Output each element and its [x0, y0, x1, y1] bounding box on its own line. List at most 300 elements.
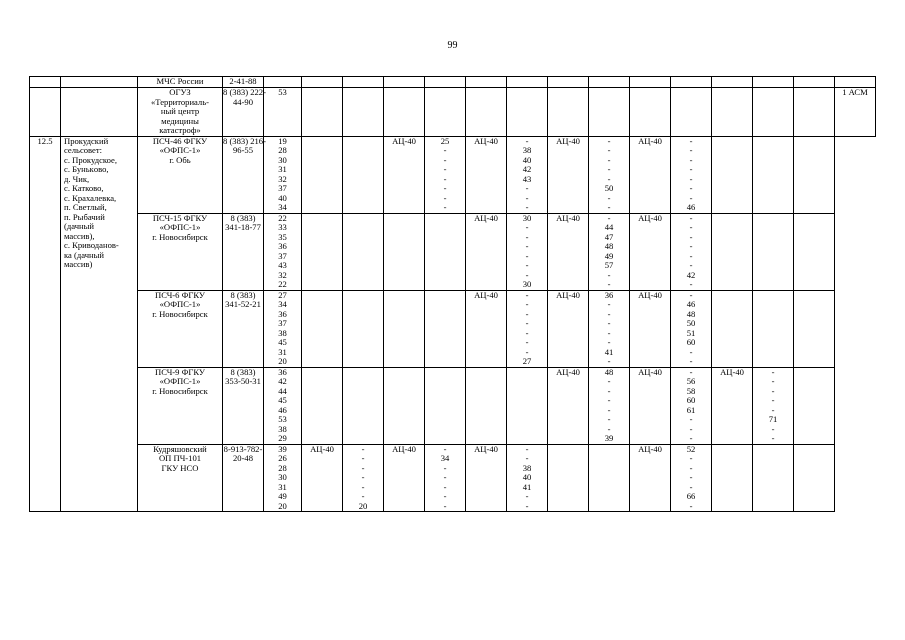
data-cell — [794, 77, 835, 88]
data-cell-line: - — [689, 462, 693, 473]
unit-name-line: ПСЧ-15 ФГКУ — [152, 212, 208, 223]
unit-name-line: ПСЧ-46 ФГКУ — [152, 135, 208, 146]
table-row — [30, 444, 876, 512]
table-row — [30, 367, 876, 444]
data-cell-line: 36 — [604, 289, 614, 300]
unit-name-line: Кудряшовский — [153, 443, 207, 454]
distance-cell-line: 45 — [278, 395, 287, 405]
unit-name-line: МЧС России — [156, 76, 204, 86]
data-cell — [753, 444, 794, 512]
unit-phone — [223, 136, 264, 213]
data-cell — [548, 136, 589, 213]
data-cell — [671, 88, 712, 137]
unit-phone-line: 2-41-88 — [229, 76, 257, 86]
data-cell-line: - — [607, 173, 611, 184]
distance-cell-line: 37 — [278, 318, 287, 328]
settlement-list-line: п. Светлый, — [64, 202, 107, 212]
data-cell-line: 61 — [686, 404, 696, 415]
data-cell-line: - — [607, 299, 611, 309]
data-cell-line: АЦ-40 — [638, 366, 662, 377]
settlement-list-line: массив) — [64, 259, 93, 269]
distance-cell-line: 31 — [278, 346, 287, 357]
data-cell-line: АЦ-40 — [392, 443, 416, 454]
data-cell-line: - — [361, 462, 365, 473]
data-cell-line: АЦ-40 — [638, 212, 662, 223]
data-cell — [507, 290, 548, 367]
data-cell-line: - — [525, 299, 529, 309]
data-cell-line: 46 — [686, 202, 696, 212]
unit-name-line: ОП ПЧ-101 — [158, 453, 202, 463]
unit-phone-line: 341-18-77 — [225, 222, 261, 232]
data-cell — [794, 88, 835, 137]
data-cell — [548, 88, 589, 137]
data-cell-line: АЦ-40 — [474, 135, 498, 146]
data-cell-line: - — [443, 443, 447, 454]
data-cell-line: 49 — [604, 250, 614, 261]
data-cell-line: - — [443, 183, 447, 193]
unit-phone-line: 8 (383) — [230, 366, 256, 377]
unit-name — [138, 77, 223, 88]
data-cell — [548, 290, 589, 367]
data-cell — [384, 77, 425, 88]
data-cell — [507, 367, 548, 444]
settlement-list-line: с. Катково, — [64, 183, 104, 193]
data-cell-line: - — [525, 222, 529, 232]
data-cell — [343, 213, 384, 290]
data-cell-line: 48 — [686, 308, 696, 319]
data-cell-line: - — [689, 231, 693, 242]
data-cell — [343, 88, 384, 137]
distance-cell — [264, 88, 302, 137]
data-cell — [589, 77, 630, 88]
unit-name — [138, 88, 223, 137]
data-cell-line: АЦ-40 — [310, 443, 334, 454]
data-cell-line: 50 — [604, 183, 614, 193]
unit-phone-line: 96-55 — [232, 145, 254, 155]
data-cell-line: АЦ-40 — [638, 135, 662, 146]
unit-phone-line: 8-913-782- — [223, 443, 263, 454]
data-cell-line: 40 — [522, 154, 532, 165]
unit-name-line: г. Новосибирск — [152, 231, 208, 242]
distance-cell — [264, 444, 302, 512]
data-cell-line: 47 — [604, 231, 614, 242]
data-cell-line: - — [771, 395, 775, 405]
distance-cell-line: 30 — [278, 472, 287, 482]
distance-cell-line: 45 — [278, 337, 287, 347]
data-cell-line: - — [525, 260, 529, 270]
data-cell-line: 48 — [604, 366, 614, 377]
data-cell-line: - — [689, 135, 693, 146]
data-cell-line: 57 — [604, 260, 614, 270]
data-cell-line: - — [689, 423, 693, 434]
data-cell-line: - — [443, 192, 447, 203]
data-cell — [343, 77, 384, 88]
data-cell — [753, 290, 794, 367]
number-cell — [30, 77, 61, 88]
data-cell — [302, 77, 343, 88]
data-cell-line: - — [525, 269, 529, 280]
distance-cell — [264, 367, 302, 444]
data-cell-line: - — [607, 423, 611, 434]
unit-name-line: г. Обь — [169, 154, 191, 165]
data-cell-line: АЦ-40 — [556, 366, 580, 377]
data-cell — [507, 136, 548, 213]
data-cell — [384, 136, 425, 213]
data-cell-line: 25 — [440, 135, 450, 146]
data-cell — [302, 88, 343, 137]
data-cell-line: 42 — [522, 164, 532, 174]
distance-cell-line: 27 — [278, 289, 287, 300]
data-cell-line: - — [443, 202, 447, 212]
data-cell-line: - — [607, 376, 611, 386]
data-cell — [712, 444, 753, 512]
data-cell — [671, 136, 712, 213]
data-cell-line: - — [525, 135, 529, 146]
data-cell-line: - — [607, 164, 611, 174]
data-cell — [712, 290, 753, 367]
data-cell — [425, 213, 466, 290]
data-cell-line: - — [689, 154, 693, 165]
distance-cell-line: 29 — [278, 433, 287, 443]
data-cell — [671, 367, 712, 444]
data-cell — [712, 88, 753, 137]
data-cell-line: - — [689, 453, 693, 463]
settlement-list-line: д. Чик, — [64, 173, 90, 184]
data-cell-line: - — [443, 491, 447, 501]
data-cell-line: - — [689, 356, 693, 366]
data-cell — [794, 290, 835, 367]
data-cell-line: 58 — [686, 385, 696, 396]
settlement-list-line: (дачный — [64, 221, 94, 231]
unit-name — [138, 136, 223, 213]
data-cell — [466, 290, 507, 367]
data-cell-line: АЦ-40 — [556, 135, 580, 146]
data-cell-line: - — [689, 241, 693, 251]
distance-cell-line: 20 — [278, 500, 287, 511]
data-cell-line: - — [771, 433, 775, 443]
data-cell-line: 39 — [604, 433, 614, 443]
distance-cell-line: 38 — [278, 327, 287, 338]
data-cell — [671, 444, 712, 512]
data-cell — [343, 136, 384, 213]
unit-name — [138, 367, 223, 444]
unit-name-line: ПСЧ-6 ФГКУ — [154, 289, 206, 300]
unit-name-line: ГКУ НСО — [161, 462, 199, 473]
data-cell-line: - — [607, 318, 611, 328]
unit-name-line: «ОФПС-1» — [159, 222, 201, 232]
data-cell — [753, 77, 794, 88]
data-cell-line: - — [689, 173, 693, 184]
data-cell-line: - — [443, 145, 447, 155]
settlement-list-line: с. Криводанов- — [64, 240, 119, 250]
unit-name-line: катастроф» — [159, 125, 201, 135]
data-cell — [589, 290, 630, 367]
data-cell — [466, 136, 507, 213]
data-cell-line: - — [525, 231, 529, 242]
settlement-list-line: Прокудский — [64, 135, 109, 146]
distance-cell-line: 39 — [278, 443, 287, 454]
distance-cell-line: 43 — [278, 260, 287, 270]
data-cell — [753, 367, 794, 444]
data-cell-line: 52 — [686, 443, 696, 454]
data-cell-line: - — [607, 327, 611, 338]
data-cell-line: 42 — [686, 269, 696, 280]
data-cell-line: 41 — [604, 346, 614, 357]
data-cell — [343, 290, 384, 367]
data-cell — [466, 77, 507, 88]
unit-name-line: ОГУЗ — [169, 87, 191, 97]
data-cell — [507, 88, 548, 137]
data-cell-line: - — [689, 192, 693, 203]
section-number: 12.5 — [30, 136, 61, 512]
data-cell-line: - — [525, 491, 529, 501]
data-cell — [794, 367, 835, 444]
table-row — [30, 88, 876, 137]
dispatch-table — [29, 76, 876, 512]
data-cell-line: - — [525, 250, 529, 261]
data-cell-line: - — [607, 269, 611, 280]
data-cell-line: - — [607, 202, 611, 212]
data-cell — [630, 77, 671, 88]
data-cell-line: - — [525, 183, 529, 193]
data-cell — [589, 444, 630, 512]
area-cell — [61, 88, 138, 137]
distance-cell-line: 28 — [278, 145, 287, 155]
data-cell-line: - — [771, 404, 775, 415]
distance-cell-line: 36 — [278, 366, 287, 377]
table-row — [30, 136, 876, 213]
data-cell — [384, 367, 425, 444]
data-cell — [630, 136, 671, 213]
data-cell-line: - — [525, 241, 529, 251]
settlement-list-line: с. Прокудское, — [64, 154, 118, 165]
unit-phone — [223, 367, 264, 444]
data-cell-line: - — [607, 385, 611, 396]
distance-cell-line: 35 — [278, 231, 287, 242]
distance-cell-line: 19 — [278, 135, 287, 146]
unit-name-line: «ОФПС-1» — [159, 299, 201, 309]
settlement-list-line: п. Рыбачий — [64, 211, 105, 222]
data-cell-line: - — [607, 395, 611, 405]
unit-name-line: «ОФПС-1» — [159, 145, 201, 155]
unit-phone-line: 8 (383) 216- — [223, 135, 266, 146]
data-cell-line: - — [525, 500, 529, 511]
data-cell — [507, 77, 548, 88]
data-cell-line: АЦ-40 — [556, 212, 580, 223]
table-row — [30, 213, 876, 290]
data-cell-line: - — [607, 337, 611, 347]
data-cell — [425, 88, 466, 137]
distance-cell — [264, 136, 302, 213]
distance-cell-line: 33 — [278, 222, 287, 232]
data-cell — [630, 444, 671, 512]
data-cell — [343, 444, 384, 512]
data-cell-line: - — [361, 481, 365, 492]
distance-cell-line: 37 — [278, 183, 287, 193]
data-cell-line: - — [443, 173, 447, 184]
data-cell-line: - — [689, 260, 693, 270]
distance-cell-line: 46 — [278, 404, 287, 415]
data-cell-line: - — [361, 453, 365, 463]
distance-cell-line: 37 — [278, 250, 287, 261]
unit-name-line: «ОФПС-1» — [159, 376, 201, 386]
data-cell-line: - — [525, 318, 529, 328]
data-cell — [630, 213, 671, 290]
distance-cell-line: 40 — [278, 192, 287, 203]
data-cell — [384, 444, 425, 512]
data-cell-line: 48 — [604, 241, 614, 251]
data-cell — [384, 213, 425, 290]
data-cell — [466, 213, 507, 290]
data-cell-line: - — [689, 250, 693, 261]
data-cell — [589, 88, 630, 137]
data-cell-line: - — [443, 462, 447, 473]
data-cell — [302, 136, 343, 213]
data-cell-line: 20 — [358, 500, 368, 511]
data-cell-line: 38 — [522, 145, 532, 155]
unit-name — [138, 213, 223, 290]
data-cell-line: - — [607, 145, 611, 155]
data-cell-line: - — [689, 145, 693, 155]
settlement-list-line: с. Бунькoво, — [64, 164, 109, 174]
distance-cell-line: 22 — [278, 212, 287, 223]
data-cell-line: - — [689, 183, 693, 193]
data-cell-line: - — [443, 481, 447, 492]
data-cell — [302, 213, 343, 290]
data-cell-line: 30 — [522, 212, 532, 223]
data-cell-line: 30 — [522, 279, 532, 289]
data-cell — [671, 290, 712, 367]
data-cell-line: - — [525, 453, 529, 463]
data-cell-line: - — [689, 279, 693, 289]
data-cell-line: 27 — [522, 356, 532, 366]
data-cell-line: 50 — [686, 318, 696, 328]
unit-name-line: «Территориаль- — [150, 96, 210, 107]
data-cell — [671, 77, 712, 88]
data-cell-line: - — [525, 443, 529, 454]
data-cell-line: 60 — [686, 395, 696, 405]
data-cell-line: 41 — [522, 481, 532, 492]
data-cell — [753, 136, 794, 213]
data-cell-line: АЦ-40 — [474, 289, 498, 300]
data-cell-line: - — [607, 279, 611, 289]
data-cell-line: АЦ-40 — [556, 289, 580, 300]
data-cell-line: - — [607, 356, 611, 366]
unit-phone — [223, 77, 264, 88]
data-cell — [425, 290, 466, 367]
data-cell — [712, 367, 753, 444]
data-cell-line: - — [771, 366, 775, 377]
data-cell — [589, 213, 630, 290]
data-cell — [630, 367, 671, 444]
data-cell — [794, 213, 835, 290]
data-cell — [384, 88, 425, 137]
data-cell-line: - — [607, 154, 611, 165]
unit-name-line: г. Новосибирск — [152, 308, 208, 319]
distance-cell-line: 31 — [278, 481, 287, 492]
data-cell-line: - — [771, 376, 775, 386]
unit-phone-line: 353-50-31 — [225, 376, 261, 386]
data-cell-line: 56 — [686, 376, 696, 386]
data-cell-line: 40 — [522, 472, 532, 482]
data-cell — [589, 136, 630, 213]
unit-name-line: г. Новосибирск — [152, 385, 208, 396]
unit-name-line: медицины — [161, 115, 199, 126]
data-cell-line: 60 — [686, 337, 696, 347]
data-cell-line: - — [607, 414, 611, 424]
unit-phone — [223, 88, 264, 137]
unit-phone-line: 8 (383) — [230, 212, 256, 223]
unit-phone — [223, 444, 264, 512]
distance-cell-line: 34 — [278, 299, 287, 309]
settlement-list-line: сельсовет: — [64, 145, 103, 155]
data-cell — [466, 367, 507, 444]
data-cell-line: - — [689, 414, 693, 424]
data-cell-line: - — [689, 433, 693, 443]
data-cell-line: АЦ-40 — [392, 135, 416, 146]
data-cell-line: - — [689, 472, 693, 482]
data-cell — [343, 367, 384, 444]
data-cell-line: 46 — [686, 299, 696, 309]
distance-cell-line: 31 — [278, 164, 287, 174]
data-cell-line: - — [771, 423, 775, 434]
distance-cell-line: 32 — [278, 269, 287, 280]
data-cell-line: 34 — [440, 453, 450, 463]
data-cell-line: АЦ-40 — [720, 366, 744, 377]
distance-cell-line: 34 — [278, 202, 287, 212]
data-cell-line: - — [607, 404, 611, 415]
data-cell — [630, 290, 671, 367]
data-cell — [425, 444, 466, 512]
unit-phone-line: 341-52-21 — [225, 299, 261, 309]
distance-cell-line: 53 — [278, 414, 287, 424]
number-cell — [30, 88, 61, 137]
data-cell — [302, 367, 343, 444]
data-cell — [712, 77, 753, 88]
data-cell — [589, 367, 630, 444]
settlement-list-line: ка (дачный — [64, 249, 105, 260]
data-cell-line: - — [771, 385, 775, 396]
data-cell-line: 66 — [686, 491, 696, 501]
distance-cell-line: 44 — [278, 385, 287, 396]
data-cell-line: 71 — [768, 414, 778, 424]
distance-cell — [264, 290, 302, 367]
distance-cell-line: 36 — [278, 308, 287, 319]
data-cell — [671, 213, 712, 290]
data-cell-line: - — [525, 202, 529, 212]
data-cell — [507, 213, 548, 290]
data-cell — [466, 444, 507, 512]
data-cell-line: - — [689, 346, 693, 357]
data-cell — [302, 444, 343, 512]
data-cell-line: - — [443, 500, 447, 511]
data-cell — [630, 88, 671, 137]
data-cell-line: - — [607, 135, 611, 146]
data-cell — [794, 136, 835, 213]
reserve-cell: 1 АСМ — [835, 88, 876, 137]
settlement-list — [61, 136, 138, 512]
data-cell-line: - — [689, 500, 693, 511]
unit-phone-line: 20-48 — [232, 453, 254, 463]
distance-cell-line: 32 — [278, 173, 287, 184]
unit-phone — [223, 290, 264, 367]
data-cell-line: - — [525, 192, 529, 203]
area-cell — [61, 77, 138, 88]
data-cell-line: 44 — [604, 222, 614, 232]
data-cell-line: - — [525, 327, 529, 338]
distance-cell-line: 30 — [278, 154, 287, 165]
data-cell-line: - — [361, 443, 365, 454]
